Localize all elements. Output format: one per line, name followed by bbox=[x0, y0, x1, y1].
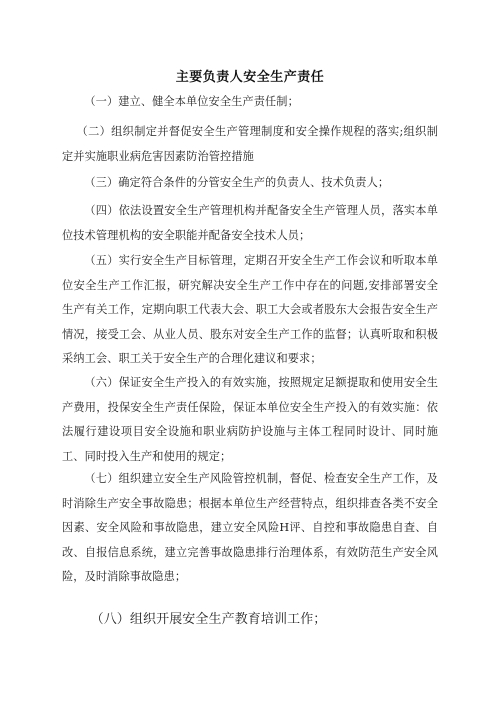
paragraph-3: （三）确定符合条件的分管安全生产的负责人、技术负责人； bbox=[84, 176, 390, 189]
paragraph-1: （一）建立、健全本单位安全生产责任制； bbox=[84, 95, 299, 108]
paragraph-6: （六）保证安全生产投入的有效实施，按照规定足额提取和使用安全生产费用，投保安全生产责任保险，保证本单位安全生产投入的有效实施：依法履行建设项目安全设施和职业病防护设施与主体工程同时设计、同时施工、同时投入生产和使用的规定； bbox=[62, 376, 438, 463]
document-title: 主要负责人安全生产责任 bbox=[175, 70, 325, 85]
paragraph-7: （七）组织建立安全生产风险管控机制，督促、检查安全生产工作，及时消除生产安全事故隐患；根据本单位生产经营特点，组织排查各类不安全因素、安全风险和事故隐患，建立安全风险H评、自控和事故隐患自査、自改、自报信息系统，建立完善事故隐患排行治理体系，有效防范生产安全风险，及时消除事故隐患； bbox=[62, 472, 438, 584]
paragraph-8: （八）组织开展安全生产教育培训工作； bbox=[90, 612, 327, 627]
paragraph-4: （四）依法设置安全生产管理机构并配备安全生产管理人员，落实本单位技术管理机构的安全职能并配备安全技术人员； bbox=[62, 204, 438, 242]
paragraph-5: （五）实行安全生产目标管理，定期召开安全生产工作会议和听取本单位安全生产工作汇报，研究解决安全生产工作中存在的问题,安排部署安全生产有关工作，定期向职工代表大会、职工大会或者股东大会报告安全生产情况，接受工会、从业人员、股东对安全生产工作的监督；认真听取和积极采纳工会、职工关于安全生产的合理化建议和要求； bbox=[62, 254, 438, 366]
paragraph-2: （二）组织制定并督促安全生产管理制度和安全操作规程的落实;组织制定并实施职业病危害因素防治管控措施 bbox=[62, 125, 438, 163]
